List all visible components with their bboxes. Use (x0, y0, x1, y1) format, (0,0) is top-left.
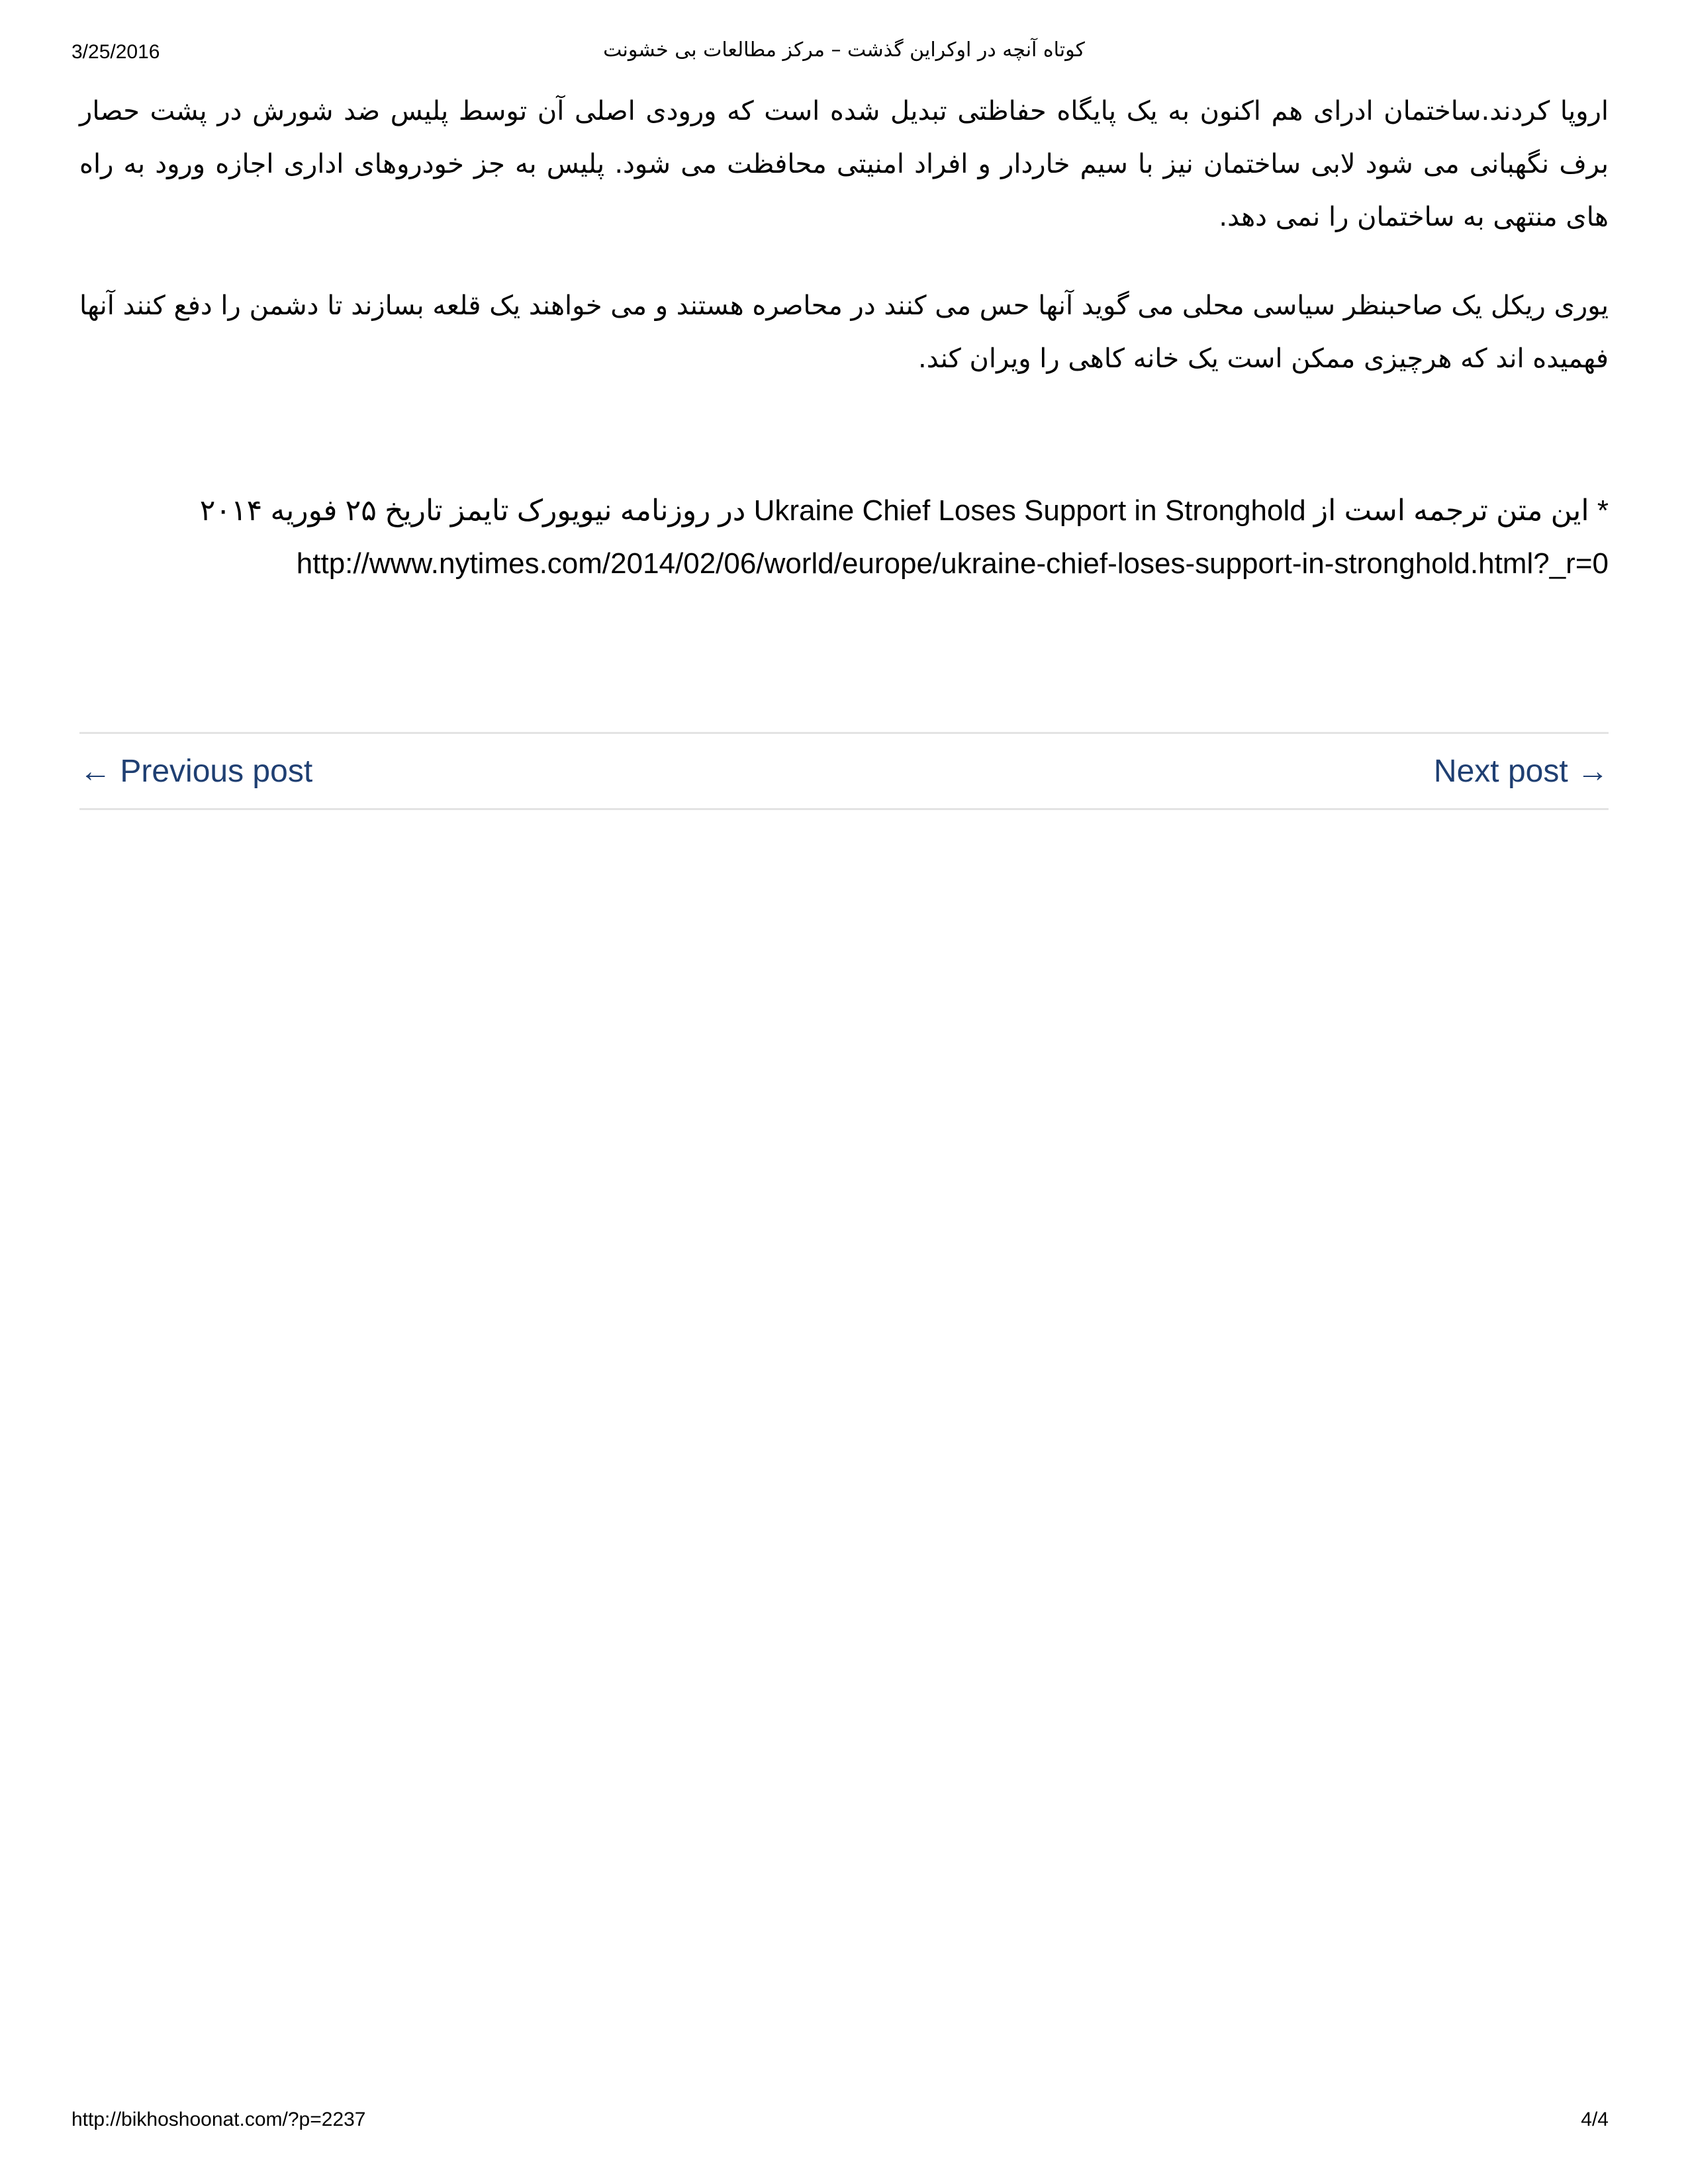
source-title: Ukraine Chief Loses Support in Stronghold (753, 494, 1306, 527)
article-paragraph: اروپا کردند.ساختمان ادرای هم اکنون به یک پایگاه حفاظتی تبدیل شده است که ورودی اصلی آن توسط پلیس ضد شورش در پشت حصار برف نگهبانی می شود لابی ساختمان نیز با سیم خاردار و افراد امنیتی محافظت می شود. پلیس به جز خودروهای اداری اجازه ورود به راه های منتهی به ساختمان را نمی دهد. (79, 96, 1609, 232)
next-post-link[interactable]: Next post → (1433, 753, 1609, 789)
print-header-title: کوتاه آنچه در اوکراین گذشت – مرکز مطالعات بی خشونت (603, 38, 1085, 62)
post-navigation (79, 732, 1609, 810)
source-note-prefix: * این متن ترجمه است از (1313, 494, 1609, 527)
print-header-date: 3/25/2016 (71, 41, 160, 63)
print-footer-page-number: 4/4 (1581, 2109, 1609, 2130)
previous-post-link[interactable]: ← Previous post (79, 753, 313, 789)
source-note-middle: در روزنامه نیویورک تایمز تاریخ ۲۵ فوریه ۲۰۱۴ (199, 494, 746, 527)
article-paragraph: یوری ریکل یک صاحبنظر سیاسی محلی می گوید آنها حس می کنند در محاصره هستند و می خواهند یک قلعه بسازند تا دشمن را دفع کنند آنها فهمیده اند که هرچیزی ممکن است یک خانه کاهی را ویران کند. (79, 291, 1609, 374)
print-footer-url: http://bikhoshoonat.com/?p=2237 (71, 2109, 366, 2130)
source-url-link[interactable]: http://www.nytimes.com/2014/02/06/world/europe/ukraine-chief-loses-support-in-stronghold.html?_r=0 (296, 547, 1609, 580)
source-note (79, 484, 1609, 590)
article-content (79, 85, 1609, 590)
